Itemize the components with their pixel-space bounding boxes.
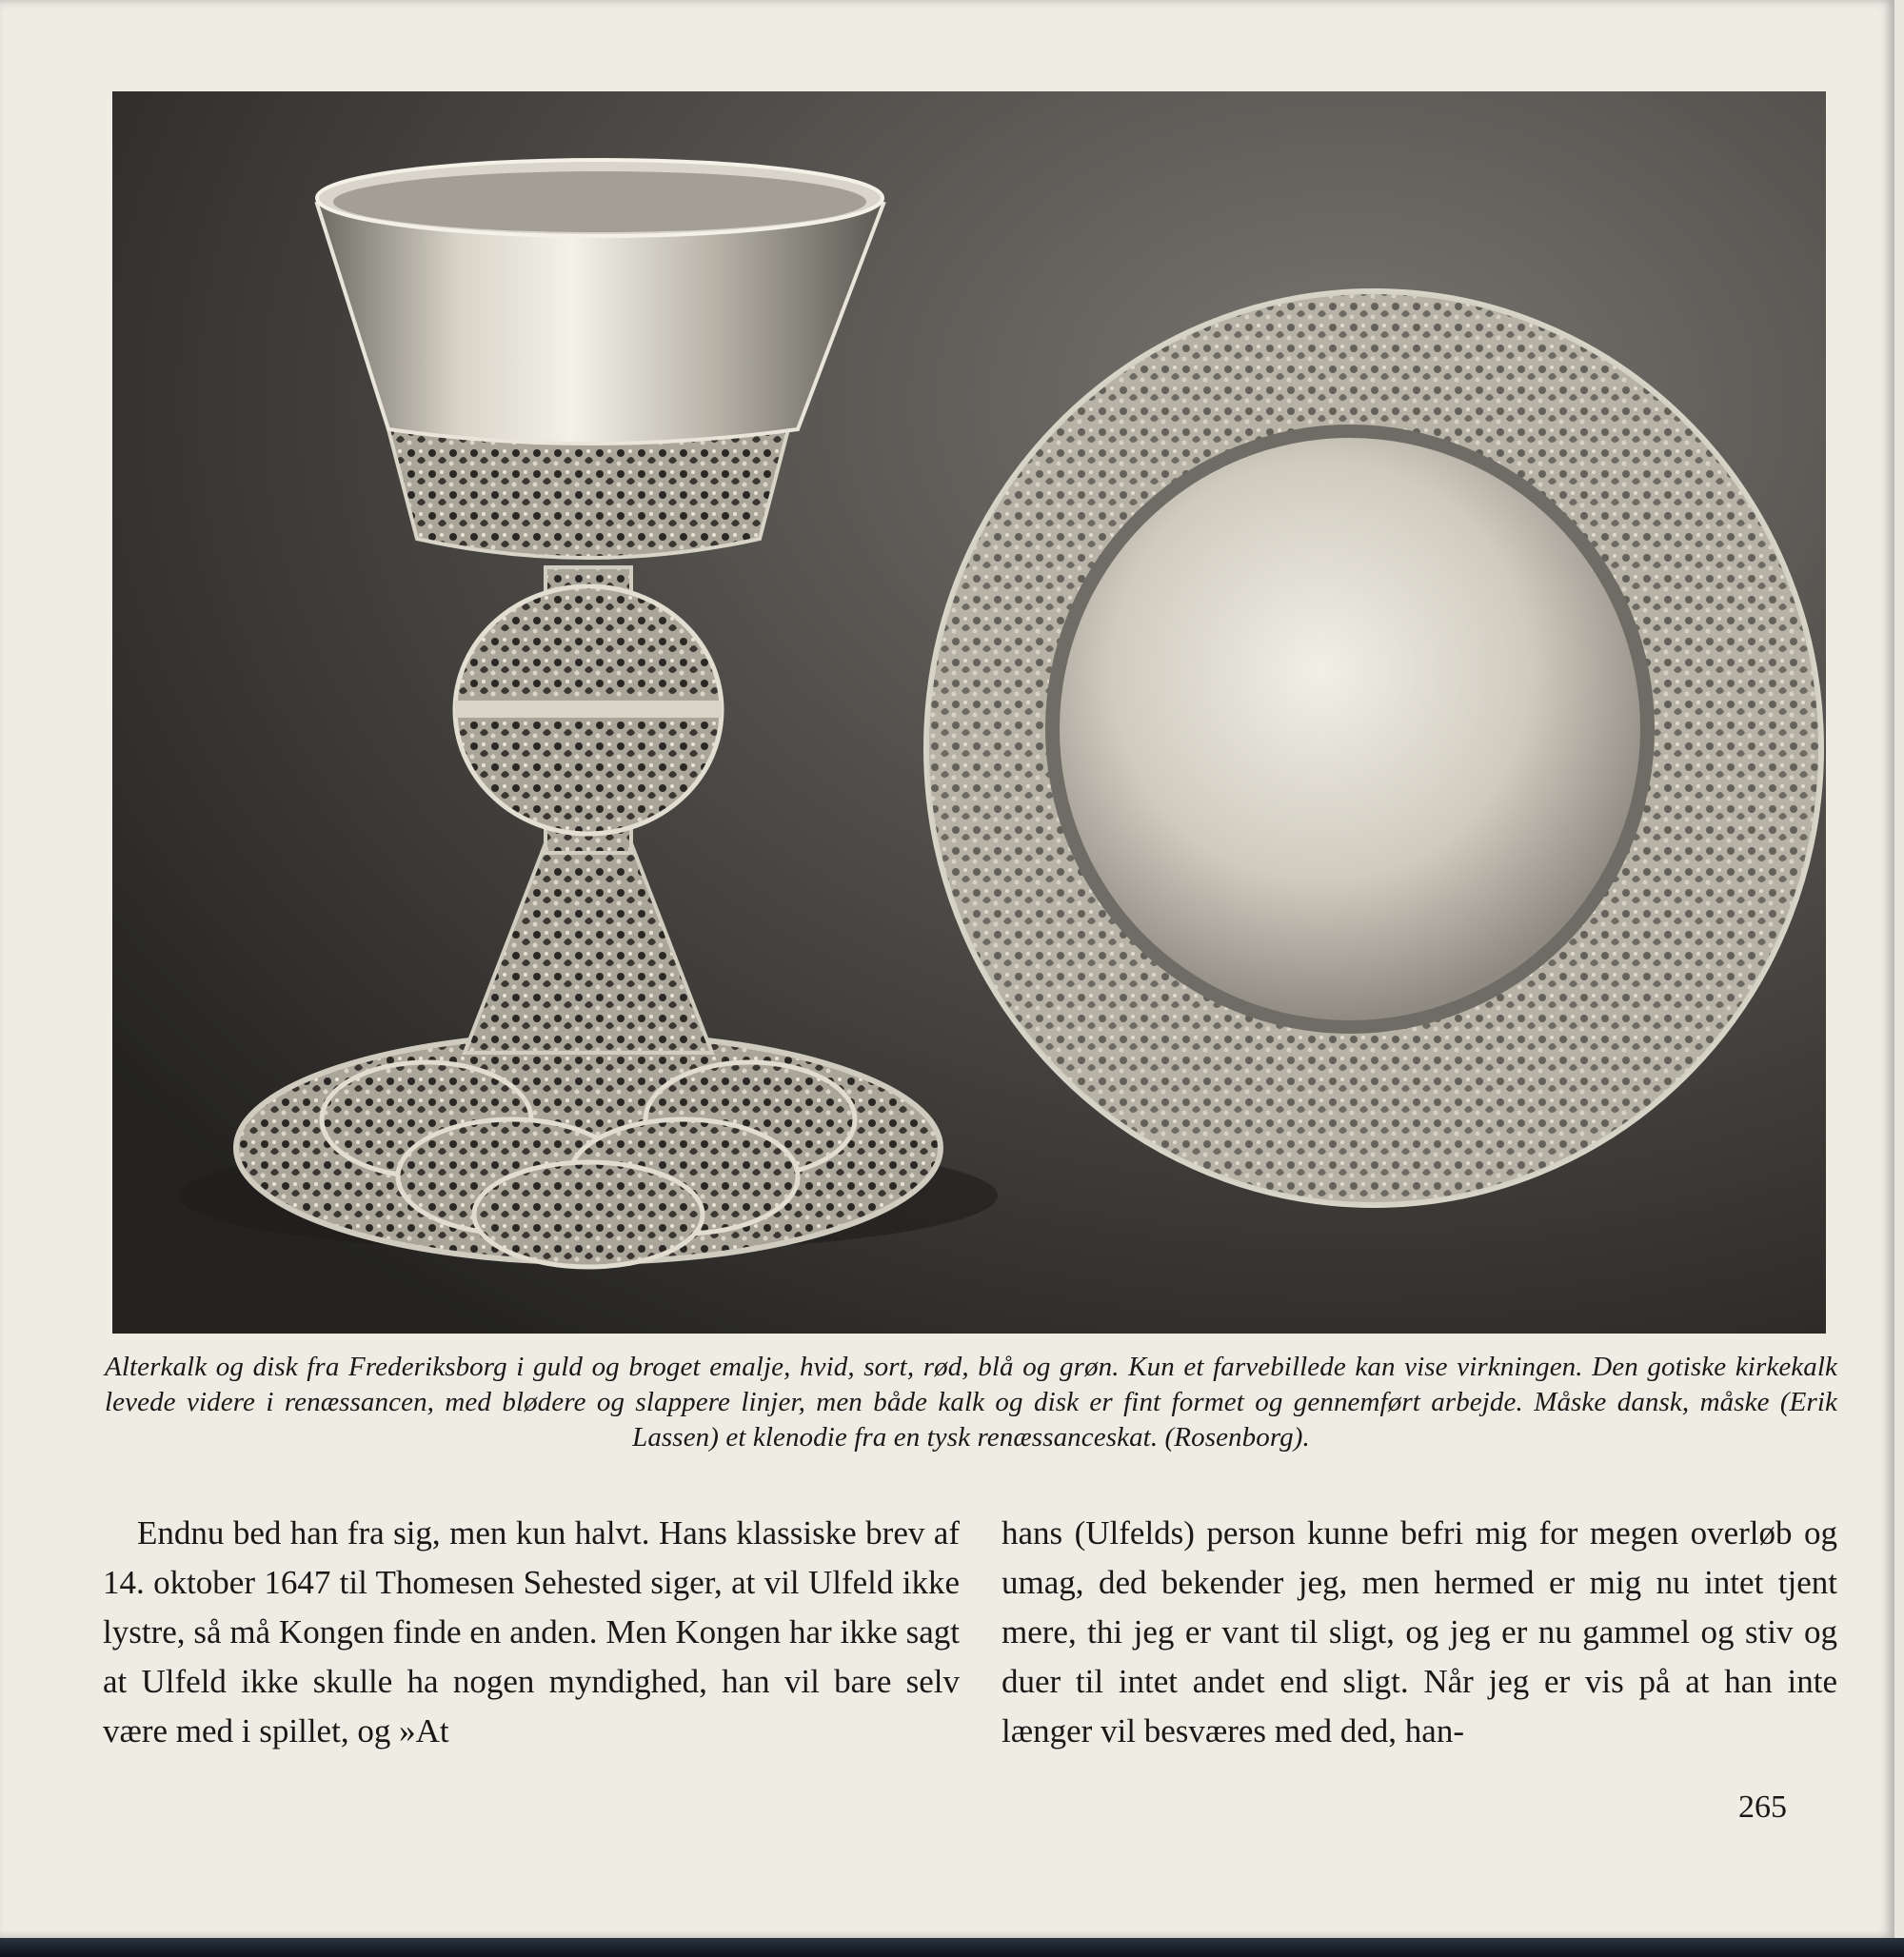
chalice-and-paten-photo [112, 91, 1826, 1334]
figure-caption: Alterkalk og disk fra Frederiksborg i guld og broget emalje, hvid, sort, rød, blå og grøn. Kun et farvebillede kan vise virkningen. Den gotiske kirkekalk levede videre i renæssancen, med blødere og slappere linjer, men både kalk og disk er fint formet og gennemført arbejde. Måske dansk, måske (Erik Lassen) et klenodie fra en tysk renæssanceskat. (Rosenborg). [105, 1352, 1837, 1453]
body-column-right [1002, 1509, 1837, 1756]
body-column-left [103, 1509, 960, 1756]
photo-illustration [112, 91, 1826, 1334]
scanner-bed-edge [0, 1938, 1904, 1957]
body-paragraph-left: Endnu bed han fra sig, men kun halvt. Hans klassiske brev af 14. oktober 1647 til Thomesen Sehested siger, at vil Ulfeld ikke lystre, så må Kongen finde en anden. Men Kongen har ikke sagt at Ulfeld ikke skulle ha nogen myndighed, han vil bare selv være med i spillet, og »At [103, 1514, 960, 1749]
page-number: 265 [1738, 1789, 1787, 1825]
body-paragraph-right: hans (Ulfelds) person kunne befri mig for megen overløb og umag, ded bekender jeg, men hermed er mig nu intet tjent mere, thi jeg er vant til sligt, og jeg er nu gammel og stiv og duer til intet andet end sligt. Når jeg er vis på at han inte længer vil besværes med ded, han- [1002, 1514, 1837, 1749]
